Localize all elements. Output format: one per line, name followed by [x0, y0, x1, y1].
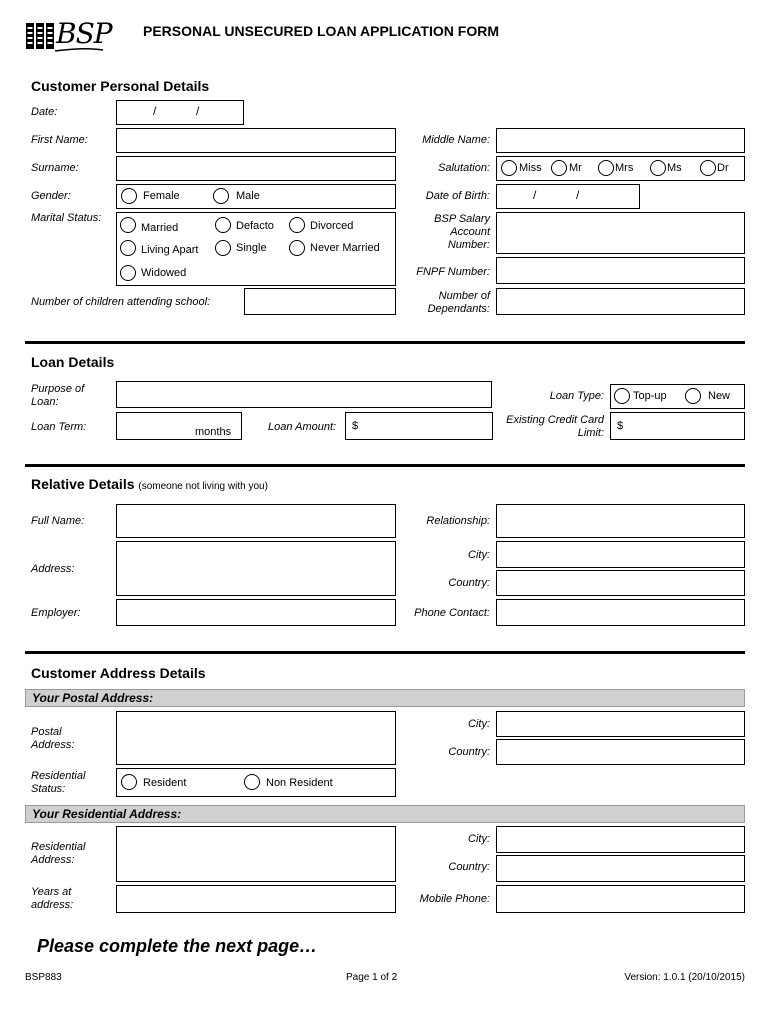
residential-city-field[interactable]	[496, 826, 745, 853]
marital-single-radio[interactable]	[215, 240, 231, 256]
dependants-label: Number of Dependants:	[427, 290, 490, 315]
section-heading-personal: Customer Personal Details	[31, 78, 210, 94]
relative-address-label: Address:	[31, 563, 75, 575]
loan-term-label: Loan Term:	[31, 421, 87, 433]
first-name-field[interactable]	[116, 128, 396, 153]
salutation-miss-text: Miss	[519, 162, 542, 174]
marital-never-married-text: Never Married	[310, 242, 380, 254]
dob-label: Date of Birth:	[425, 190, 490, 202]
marital-living-apart-radio[interactable]	[120, 240, 136, 256]
marital-status-label: Marital Status:	[31, 212, 102, 224]
residential-city-label: City:	[468, 833, 490, 845]
marital-never-married-radio[interactable]	[289, 240, 305, 256]
postal-address-band-text: Your Postal Address:	[32, 691, 154, 705]
marital-divorced-radio[interactable]	[289, 217, 305, 233]
residential-status-label: Residential Status:	[31, 770, 86, 795]
gender-male-text: Male	[236, 190, 260, 202]
date-separator: /	[196, 104, 200, 118]
postal-country-field[interactable]	[496, 739, 745, 765]
mobile-phone-field[interactable]	[496, 885, 745, 913]
salutation-mrs-radio[interactable]	[598, 160, 614, 176]
date-field[interactable]	[116, 100, 244, 125]
years-at-address-label: Years at address:	[31, 886, 74, 911]
residential-address-band-text: Your Residential Address:	[32, 807, 182, 821]
marital-defacto-text: Defacto	[236, 220, 274, 232]
dob-separator: /	[533, 188, 537, 202]
years-at-address-field[interactable]	[116, 885, 396, 913]
first-name-label: First Name:	[31, 134, 88, 146]
date-separator: /	[153, 104, 157, 118]
residential-status-non-resident-text: Non Resident	[266, 777, 333, 789]
salutation-dr-radio[interactable]	[700, 160, 716, 176]
residential-status-resident-radio[interactable]	[121, 774, 137, 790]
loan-term-months: months	[195, 426, 232, 438]
dob-field[interactable]	[496, 184, 640, 209]
next-page-notice: Please complete the next page…	[37, 936, 318, 956]
date-label: Date:	[31, 106, 58, 118]
relative-address-field[interactable]	[116, 541, 396, 596]
residential-country-field[interactable]	[496, 855, 745, 882]
bsp-logo	[25, 18, 120, 56]
relative-city-field[interactable]	[496, 541, 745, 568]
employer-field[interactable]	[116, 599, 396, 626]
marital-widowed-radio[interactable]	[120, 265, 136, 281]
children-school-label: Number of children attending school:	[31, 296, 211, 308]
mobile-phone-label: Mobile Phone:	[419, 893, 490, 905]
credit-card-limit-label: Existing Credit Card Limit:	[506, 414, 604, 439]
salutation-label: Salutation:	[438, 162, 490, 174]
fnpf-number-field[interactable]	[496, 257, 745, 284]
residential-status-resident-text: Resident	[143, 777, 187, 789]
surname-label: Surname:	[31, 162, 79, 174]
dob-separator: /	[576, 188, 580, 202]
dependants-field[interactable]	[496, 288, 745, 315]
relative-full-name-field[interactable]	[116, 504, 396, 538]
residential-country-label: Country:	[448, 861, 490, 873]
residential-status-non-resident-radio[interactable]	[244, 774, 260, 790]
loan-type-topup-text: Top-up	[633, 390, 667, 402]
relative-heading-text: Relative Details	[31, 476, 135, 492]
residential-address-label: Residential Address:	[31, 841, 86, 866]
salutation-mr-text: Mr	[569, 162, 582, 174]
salutation-dr-text: Dr	[717, 162, 729, 174]
marital-married-text: Married	[141, 222, 179, 234]
phone-contact-field[interactable]	[496, 599, 745, 626]
salutation-ms-radio[interactable]	[650, 160, 666, 176]
loan-type-label: Loan Type:	[549, 390, 604, 402]
residential-address-band	[25, 805, 745, 823]
purpose-field[interactable]	[116, 381, 492, 408]
section-divider	[25, 464, 745, 467]
loan-type-new-radio[interactable]	[685, 388, 701, 404]
marital-married-radio[interactable]	[120, 217, 136, 233]
loan-type-topup-radio[interactable]	[614, 388, 630, 404]
postal-address-band	[25, 689, 745, 707]
section-heading-loan: Loan Details	[31, 354, 115, 370]
postal-address-label: Postal Address:	[31, 726, 75, 751]
fnpf-number-label: FNPF Number:	[416, 266, 490, 278]
relative-country-label: Country:	[448, 577, 490, 589]
relationship-label: Relationship:	[426, 515, 490, 527]
postal-address-field[interactable]	[116, 711, 396, 765]
loan-amount-currency: $	[352, 420, 359, 432]
marital-single-text: Single	[236, 242, 267, 254]
relative-full-name-label: Full Name:	[31, 515, 85, 527]
children-school-field[interactable]	[244, 288, 396, 315]
salutation-miss-radio[interactable]	[501, 160, 517, 176]
middle-name-field[interactable]	[496, 128, 745, 153]
section-heading-address: Customer Address Details	[31, 665, 206, 681]
section-divider	[25, 651, 745, 654]
page-number: Page 1 of 2	[346, 972, 398, 983]
loan-amount-label: Loan Amount:	[268, 421, 337, 433]
logo-text: BSP	[56, 17, 112, 50]
relative-heading-note: (someone not living with you)	[138, 481, 268, 492]
salutation-mrs-text: Mrs	[615, 162, 634, 174]
section-divider	[25, 341, 745, 344]
marital-defacto-radio[interactable]	[215, 217, 231, 233]
gender-label: Gender:	[31, 190, 71, 202]
credit-card-limit-field[interactable]	[610, 412, 745, 440]
postal-city-label: City:	[468, 718, 490, 730]
salutation-mr-radio[interactable]	[551, 160, 567, 176]
surname-field[interactable]	[116, 156, 396, 181]
marital-divorced-text: Divorced	[310, 220, 354, 232]
salutation-ms-text: Ms	[667, 162, 682, 174]
gender-male-radio[interactable]	[213, 188, 229, 204]
form-title: PERSONAL UNSECURED LOAN APPLICATION FORM	[143, 23, 499, 39]
employer-label: Employer:	[31, 607, 81, 619]
purpose-label: Purpose of Loan:	[31, 383, 85, 408]
phone-contact-label: Phone Contact:	[414, 607, 490, 619]
bsp-salary-account-label: BSP Salary Account Number:	[434, 213, 490, 251]
gender-female-text: Female	[143, 190, 180, 202]
marital-living-apart-text: Living Apart	[141, 244, 199, 256]
bsp-salary-account-field[interactable]	[496, 212, 745, 254]
relative-country-field[interactable]	[496, 570, 745, 596]
loan-amount-field[interactable]	[345, 412, 493, 440]
gender-female-radio[interactable]	[121, 188, 137, 204]
residential-address-field[interactable]	[116, 826, 396, 882]
version-info: Version: 1.0.1 (20/10/2015)	[624, 972, 745, 983]
relative-city-label: City:	[468, 549, 490, 561]
section-heading-relative	[31, 476, 268, 492]
middle-name-label: Middle Name:	[422, 134, 490, 146]
marital-widowed-text: Widowed	[141, 267, 187, 279]
loan-type-new-text: New	[708, 390, 731, 402]
postal-city-field[interactable]	[496, 711, 745, 737]
relationship-field[interactable]	[496, 504, 745, 538]
form-code: BSP883	[25, 972, 62, 983]
credit-card-limit-currency: $	[617, 420, 624, 432]
postal-country-label: Country:	[448, 746, 490, 758]
